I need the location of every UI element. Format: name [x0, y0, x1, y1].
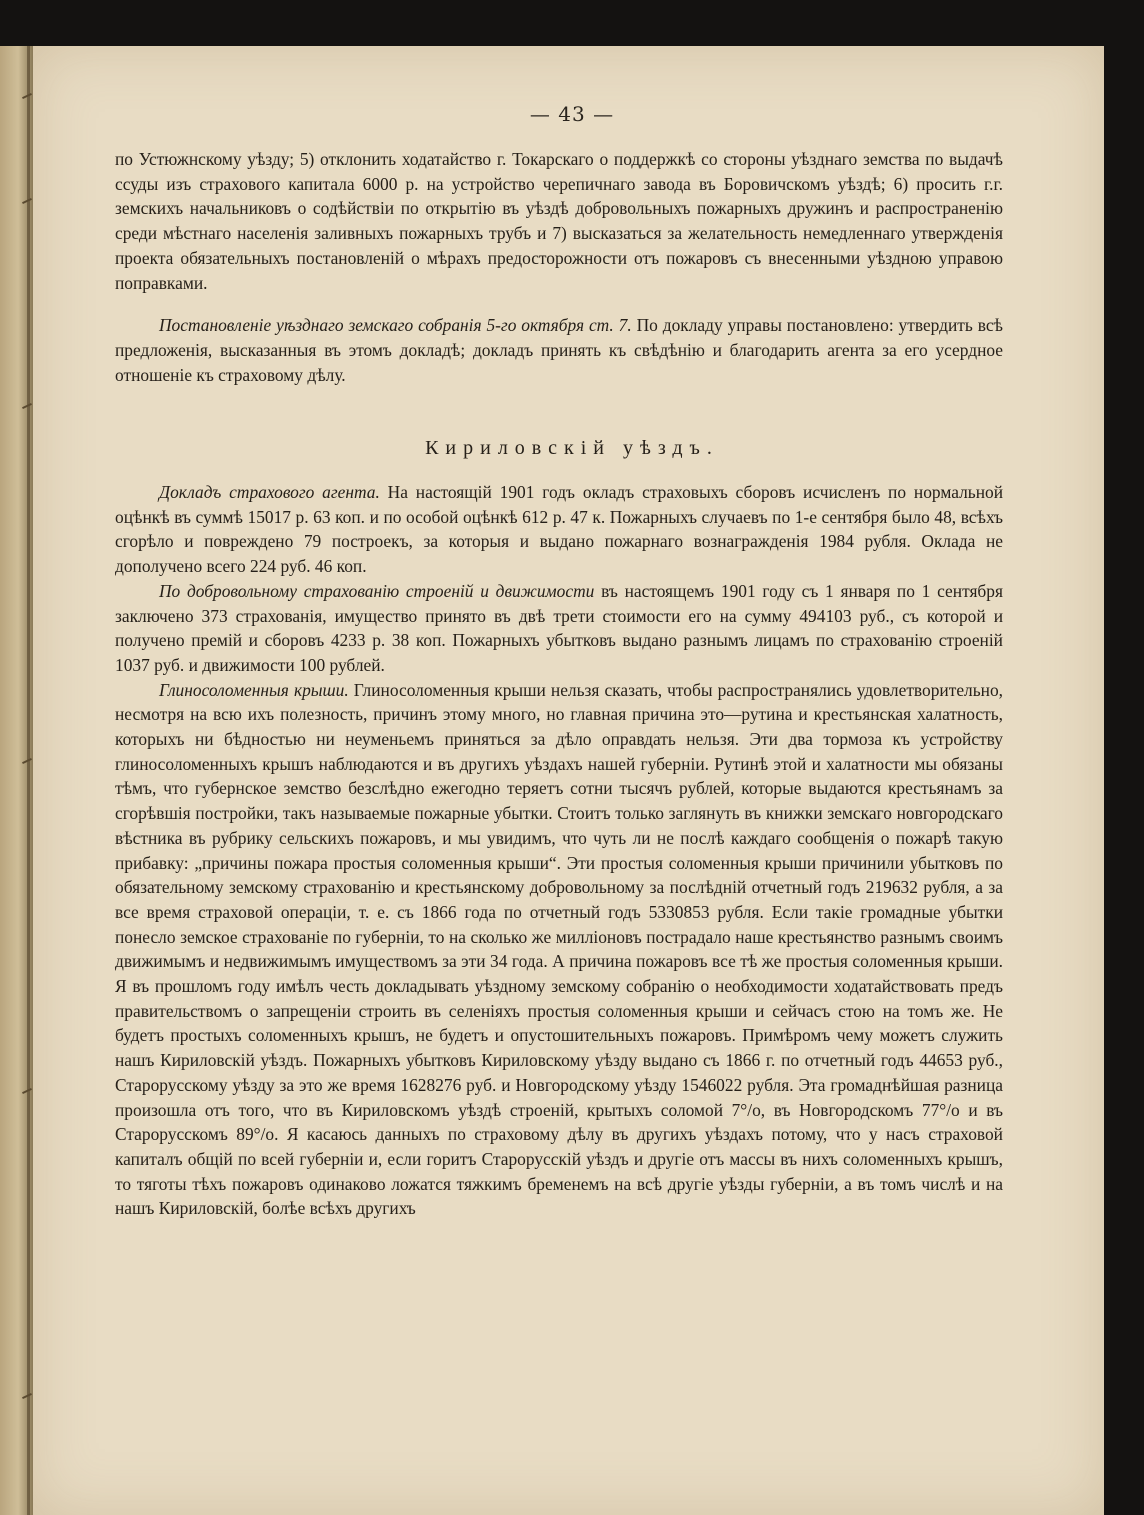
paragraph-clay-straw-roofs [115, 678, 1003, 1221]
paragraph-text: Глиносоломенныя крыши нельзя сказать, чтобы распространялись удовлетворительно, несмотря на всю ихъ полезность, причинъ этому много, но главная причина это—рутина и крестьянская халатность, которыхъ ни бѣдностью ни неуменьемъ приняться за дѣло оправдать нельзя. Эти два тормоза къ устройству глиносоломенныхъ крышъ наблюдаются и въ другихъ уѣздахъ нашей губерніи. Рутинѣ этой и халатности мы обязаны тѣмъ, что губернское земство безслѣдно ежегодно теряетъ сотни тысячъ рублей, которые выдаются крестьянамъ за сгорѣвшія постройки, такъ называемые пожарные убытки. Стоитъ только заглянуть въ книжки земскаго новгородскаго вѣстника въ рубрику сельскихъ пожаровъ, и мы увидимъ, что чуть ли не послѣ каждаго сообщенія о пожарѣ такую прибавку: „причины пожара простыя соломенныя крыши“. Эти простыя соломенныя крыши причинили убытковъ по обязательному земскому страхованію и крестьянскому добровольному за послѣдній отчетный годъ 219632 рубля, а за все время страховой операціи, т. е. съ 1866 года по отчетный годъ 5330853 рубля. Если такіе громадные убытки понесло земское страхованіе по губерніи, то на сколько же милліоновъ пострадало наше крестьянство разнымъ своимъ движимымъ и недвижимымъ имуществомъ за эти 34 года. А причина пожаровъ все тѣ же простыя соломенныя крыши. Я въ прошломъ году имѣлъ честь докладывать уѣздному земскому собранію о необходимости ходатайствовать предъ правительствомъ о запрещеніи строить въ селеніяхъ простыя соломенныя крыши и сейчасъ стою на томъ же. Не будетъ простыхъ соломенныхъ крышъ, не будетъ и опустошительныхъ пожаровъ. Примѣромъ чему можетъ служить нашъ Кириловскій уѣздъ. Пожарныхъ убытковъ Кириловскому уѣзду выдано съ 1866 г. по отчетный годъ 44653 руб., Старорусскому уѣзду за это же время 1628276 руб. и Новгородскому уѣзду 1546022 рубля. Эта громаднѣйшая разница произошла отъ того, что въ Кириловскомъ уѣздѣ строеній, крытыхъ соломой 7°/o, въ Новгородскомъ 77°/o и въ Старорусскомъ 89°/o. Я касаюсь данныхъ по страховому дѣлу въ другихъ уѣздахъ потому, что у насъ страховой капиталъ общій по всей губерніи и, если горитъ Старорусскій уѣздъ и другіе отъ массы въ нихъ соломенныхъ крышъ, то тяготы тѣхъ пожаровъ одинаково ложатся тяжкимъ бременемъ на всѣ другіе уѣзды губерніи, а въ томъ числѣ и на нашъ Кириловскій, болѣе всѣхъ другихъ [115, 679, 1003, 1219]
paragraph-text: По докладу управы постановлено: утвердить всѣ предложенія, высказанныя въ этомъ докладѣ; докладъ принять къ свѣдѣнію и благодарить агента за его усердное отношеніе къ страховому дѣлу. [115, 315, 1003, 385]
paragraph-resolutions [115, 147, 1003, 295]
paragraph-lead: По добровольному страхованію строеній и движимости [159, 580, 595, 601]
paragraph-lead: Докладъ страхового агента. [159, 482, 380, 502]
paragraph-lead: Глиносоломенныя крыши. [159, 679, 349, 700]
paragraph-text: по Устюжнскому уѣзду; 5) отклонить ходатайство г. Токарскаго о поддержкѣ со стороны уѣзднаго земства по выдачѣ ссуды изъ страхового капитала 6000 р. на устройство черепичнаго завода въ Боровичскомъ уѣздѣ; 6) просить г.г. земскихъ начальниковъ о содѣйствіи по открытію въ уѣздѣ добровольныхъ пожарныхъ дружинъ и распространенію среди мѣстнаго населенія заливныхъ пожарныхъ трубъ и 7) высказаться за желательность немедленнаго утвержденія проекта обязательныхъ постановленій о мѣрахъ предосторожности отъ пожаровъ съ внесенными уѣздною управою поправками. [115, 149, 1003, 293]
paragraph-agent-report [115, 480, 1003, 579]
paragraph-lead: Постановленіе уѣзднаго земскаго собранія 5-го октября ст. 7. [159, 315, 632, 336]
binding-line [27, 46, 30, 1515]
text-block-top [115, 147, 1003, 387]
paragraph-voluntary-insurance [115, 579, 1003, 678]
paragraph-text: въ настоящемъ 1901 году съ 1 января по 1 сентября заключено 373 страхованія, имущество принято въ двѣ трети стоимости его на сумму 494103 руб., съ которой и получено премій и сборовъ 4233 р. 38 коп. Пожарныхъ убытковъ выдано разнымъ лицамъ по страхованію строеній 1037 руб. и движимости 100 рублей. [115, 580, 1003, 675]
section-title: Кириловскій уѣздъ. [425, 437, 719, 459]
paragraph-assembly-resolution [115, 313, 1003, 387]
text-block-main [115, 480, 1003, 1221]
paragraph-text: На настоящій 1901 годъ окладъ страховыхъ сборовъ исчисленъ по нормальной оцѣнкѣ въ суммѣ 15017 р. 63 коп. и по особой оцѣнкѣ 612 р. 47 к. Пожарныхъ случаевъ по 1-е сентября было 48, всѣхъ сгорѣло и повреждено 79 построекъ, за которыя и выдано пожарнаго вознагражденія 1984 рубля. Оклада не дополучено всего 224 руб. 46 коп. [115, 482, 1004, 577]
page-number: — 43 — [529, 102, 615, 126]
